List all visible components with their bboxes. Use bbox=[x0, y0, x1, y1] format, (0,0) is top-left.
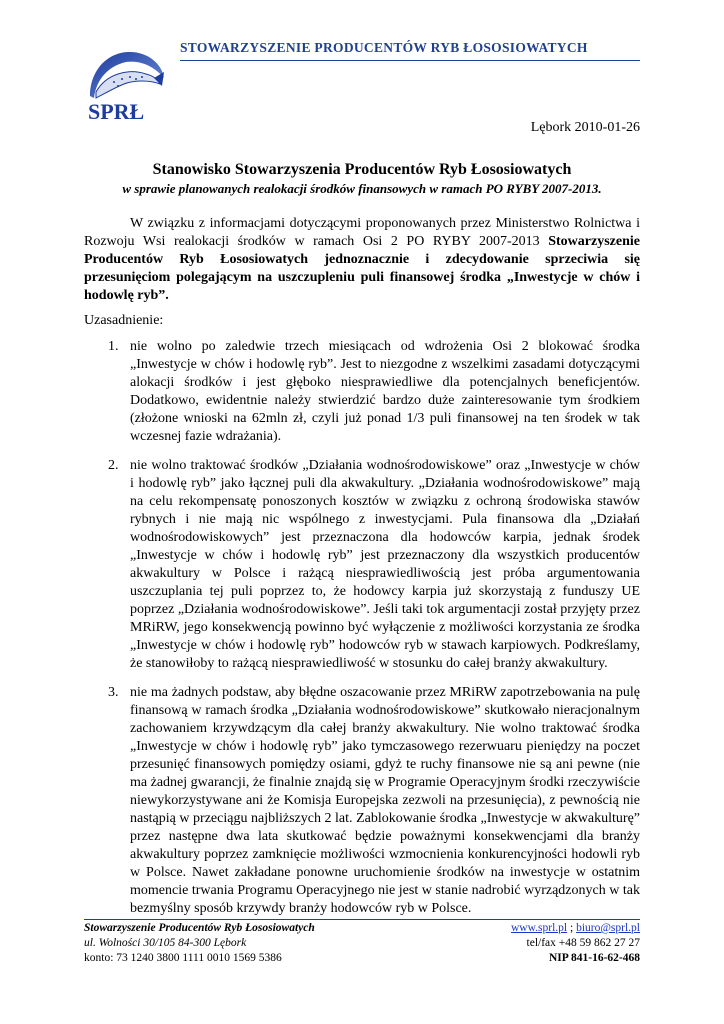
footer-nip: NIP 841-16-62-468 bbox=[548, 952, 640, 964]
justification-label: Uzasadnienie: bbox=[84, 313, 164, 328]
logo-text: SPRŁ bbox=[88, 99, 145, 124]
sprl-logo bbox=[84, 46, 168, 126]
intro-paragraph bbox=[84, 215, 640, 305]
footer-rule bbox=[84, 919, 640, 920]
intro-plain-text: W związku z informacjami dotyczącymi proponowanych przez Ministerstwo Rolnictwa i Rozwoju Wsi realokacji środków w ramach Osi 2 PO RYBY 2007-2013 bbox=[84, 216, 640, 249]
list-item-text: nie ma żadnych podstaw, aby błędne oszacowanie przez MRiRW zapotrzebowania na pulę finansową w ramach środka „Działania wodnośrodowiskowe” skutkowało nieracjonalnym zachowaniem krzywdzącym dla całej branży akwakultury. Nie wolno traktować środka „Inwestycje w chów i hodowlę ryb” jako tymczasowego rezerwuaru pieniędzy na poczet przesunięć finansowych pomiędzy osiami, gdyż te ruchy finansowe nie są ani pewne (nie ma żadnej gwarancji, że finalnie znajdą się w Programie Operacyjnym środki rzeczywiście niewykorzystywane ani że Komisja Europejska zezwoli na przesunięcia), z pewnością nie nastąpią w przeciągu najbliższych 2 lat. Zablokowanie środka „Inwestycje w akwakulturę” przez następne dwa lata skutkować będzie poważnymi konsekwencjami dla branży akwakultury poprzez zamknięcie możliwości wzmocnienia konkurencyjności hodowli ryb w Polsce. Nawet zakładane ponowne uruchomienie środków na inwestycje w ostatnim momencie trwania Programu Operacyjnego nie jest w stanie nadrobić wyrządzonych w tak bezmyślny sposób krzywdy branży hodowców ryb w Polsce. bbox=[130, 685, 641, 916]
list-item bbox=[84, 338, 640, 446]
footer-phone: tel/fax +48 59 862 27 27 bbox=[526, 937, 640, 949]
justification-list bbox=[84, 338, 640, 929]
document-subtitle: w sprawie planowanych realokacji środków finansowych w ramach PO RYBY 2007-2013. bbox=[122, 181, 602, 196]
footer-account: konto: 73 1240 3800 1111 0010 1569 5386 bbox=[84, 952, 282, 964]
footer-left bbox=[84, 921, 315, 966]
list-number: 3. bbox=[108, 685, 119, 700]
list-item-text: nie wolno traktować środków „Działania wodnośrodowiskowe” oraz „Inwestycje w chów i hodowlę ryb” jako łącznej puli dla akwakultury. „Działania wodnośrodowiskowe” mają na celu rekompensatę ponoszonych kosztów w związku z ochroną środowiska stawów rybnych i nie mają nic wspólnego z inwestycjami. Pula finansowa dla „Działań wodnośrodowiskowych” jest przeznaczona dla hodowców karpia, jednak środek „Inwestycje w chów i hodowlę ryb” jest przeznaczony dla wszystkich producentów akwakultury w Polsce i rażącą niesprawiedliwością jest próba argumentowania uszczuplania tej puli poprzez to, że hodowcy karpia już skorzystają z funduszy UE poprzez „Działania wodnośrodowiskowe”. Jeśli taki tok argumentacji został przyjęty przez MRiRW, jego konsekwencją powinno być wyłączenie z możliwości korzystania ze środka „Inwestycje w chów i hodowlę ryb” hodowców ryb w stawach karpiowych. Podkreślamy, że stanowiłoby to rażącą niesprawiedliwość w stosunku do całej branży akwakultury. bbox=[130, 458, 640, 671]
list-number: 1. bbox=[108, 339, 119, 354]
document-title: Stanowisko Stowarzyszenia Producentów Ryb Łososiowatych bbox=[152, 161, 572, 178]
org-header: STOWARZYSZENIE PRODUCENTÓW RYB ŁOSOSIOWATYCH bbox=[180, 40, 588, 55]
website-link[interactable]: www.sprl.pl bbox=[510, 922, 568, 934]
email-link[interactable]: biuro@sprl.pl bbox=[576, 922, 640, 934]
list-item-text: nie wolno po zaledwie trzech miesiącach od wdrożenia Osi 2 blokować środka „Inwestycje w chów i hodowlę ryb”. Jest to niezgodne z wszelkimi zasadami dotyczącymi alokacji środków i jest głęboko niesprawiedliwe dla potencjalnych beneficjentów. Dodatkowo, ewidentnie należy stwierdzić bardzo duże zainteresowanie tym środkiem (złożone wnioski na 62mln zł, czyli już ponad 1/3 puli finansowej na ten środek w tak wczesnej fazie wdrażania). bbox=[130, 339, 640, 444]
list-item bbox=[84, 684, 640, 918]
list-item bbox=[84, 457, 640, 673]
intro-bold-text: Stowarzyszenie Producentów Ryb Łososiowatych jednoznacznie i zdecydowanie sprzeciwia się przesunięciom polegającym na uszczupleniu puli finansowej środka „Inwestycje w chów i hodowlę ryb”. bbox=[84, 234, 640, 303]
list-number: 2. bbox=[108, 458, 119, 473]
place-date: Lębork 2010-01-26 bbox=[530, 120, 640, 135]
footer-address: ul. Wolności 30/105 84-300 Lębork bbox=[84, 937, 247, 949]
footer-right bbox=[511, 921, 640, 966]
header-rule bbox=[180, 60, 640, 61]
link-separator: ; bbox=[567, 922, 577, 934]
footer-org-name: Stowarzyszenie Producentów Ryb Łososiowatych bbox=[84, 922, 315, 934]
